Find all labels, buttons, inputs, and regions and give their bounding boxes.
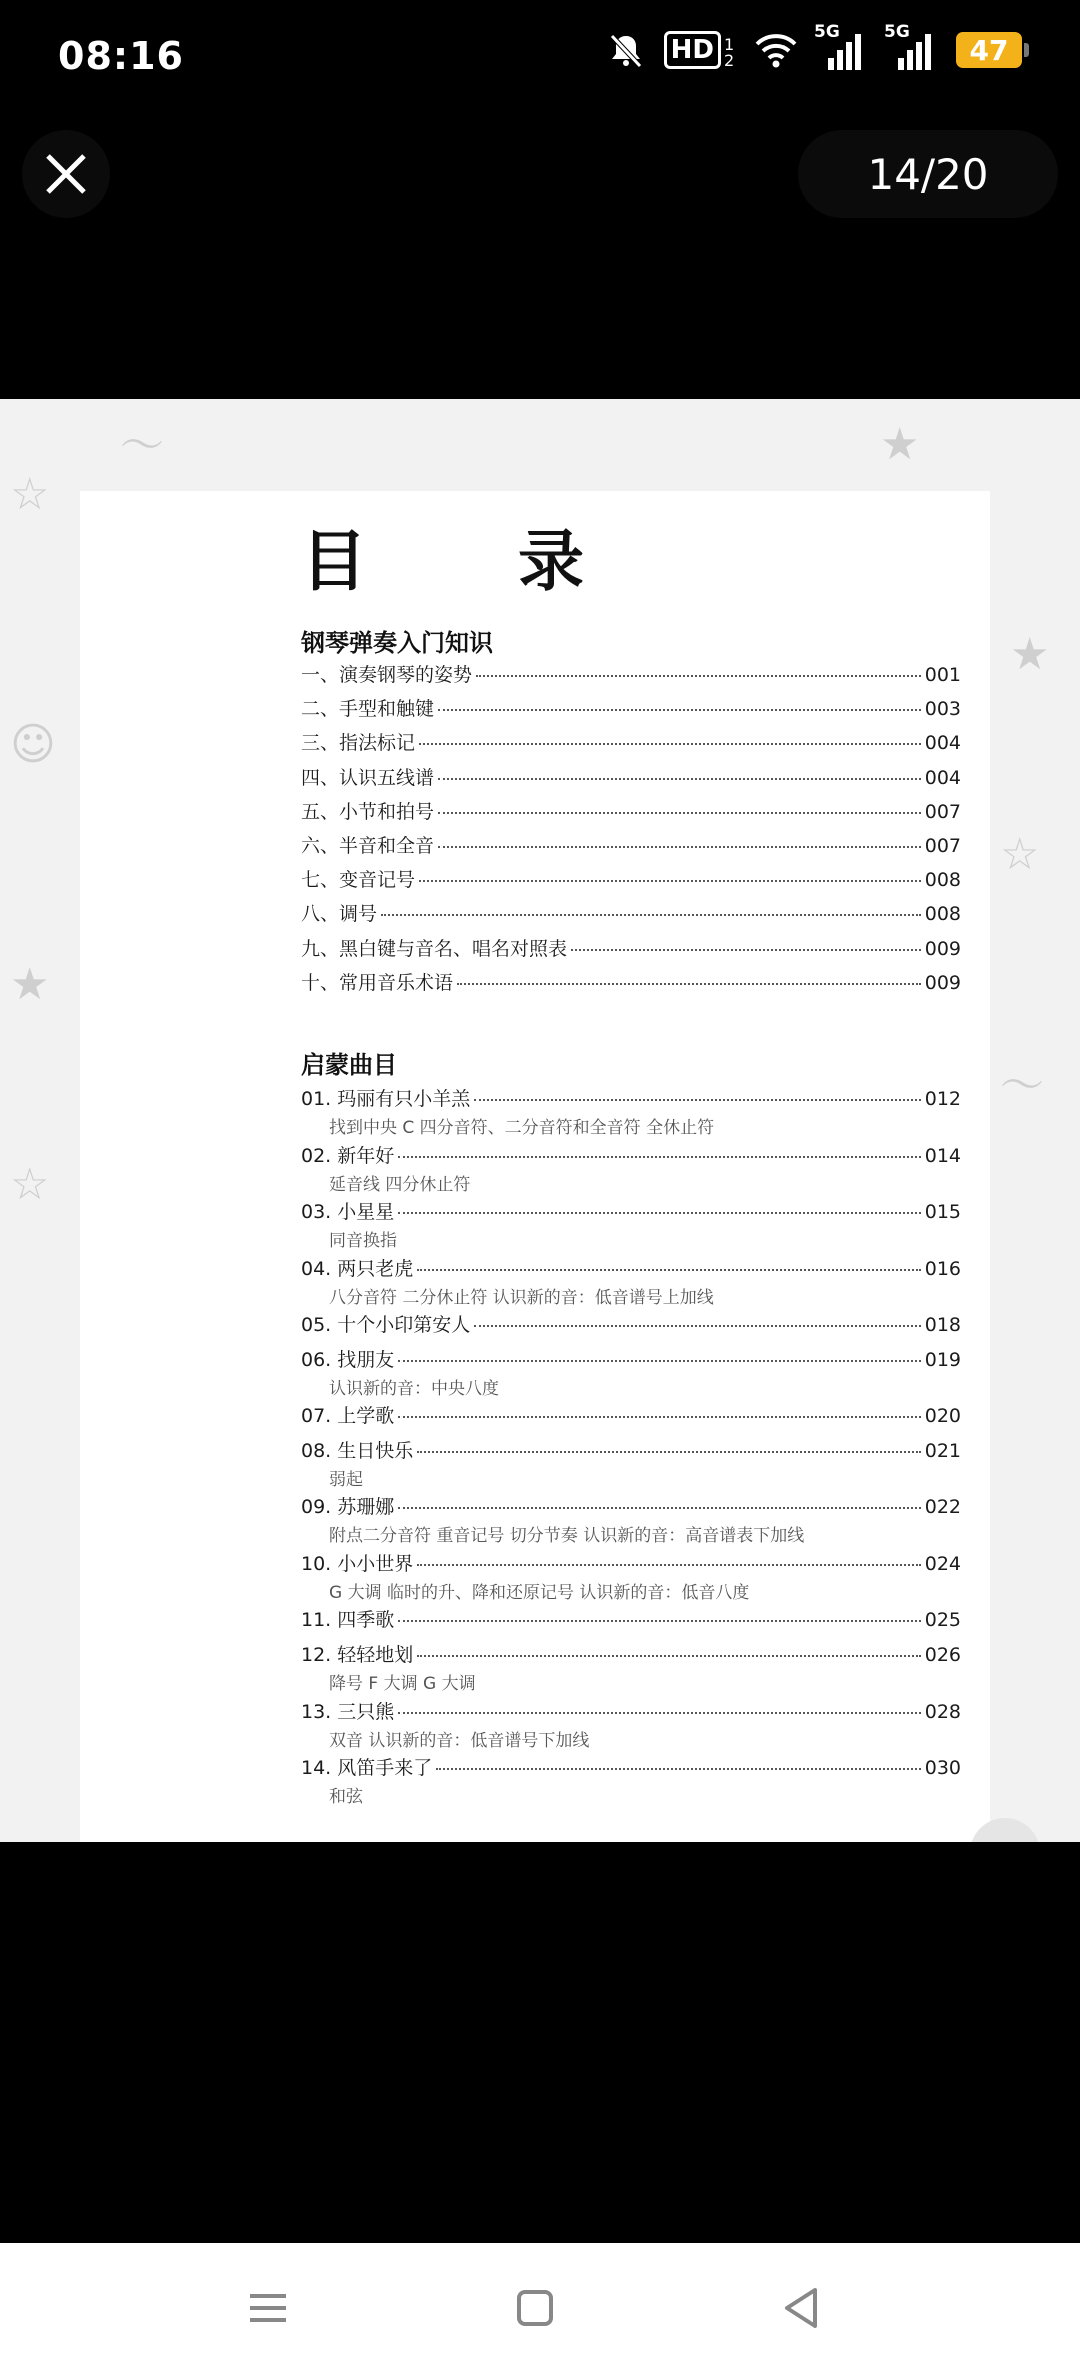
toc-entry-title: 01. 玛丽有只小羊羔: [301, 1088, 471, 1110]
dot-leader: [398, 1507, 920, 1509]
home-button[interactable]: [500, 2273, 570, 2343]
toc-entry: [301, 1401, 961, 1431]
toc-entry-page: 016: [924, 1257, 961, 1280]
star-decoration-icon: ☆: [10, 1159, 50, 1210]
toc-entry-page: 008: [924, 903, 961, 926]
dot-leader: [419, 880, 921, 882]
toc-entry-page: 004: [924, 766, 961, 789]
close-icon: [44, 152, 88, 196]
star-decoration-icon: ☆: [1000, 829, 1040, 880]
toc-entry-page: 004: [924, 732, 961, 755]
toc-entry-subtitle: 同音换指: [329, 1231, 397, 1251]
dot-leader: [474, 1099, 920, 1101]
toc-entry-page: 024: [924, 1552, 961, 1575]
back-icon: [781, 2286, 821, 2330]
toc-entry-page: 015: [924, 1201, 961, 1223]
toc-entry-page: 003: [924, 698, 961, 721]
dot-leader: [417, 1655, 920, 1657]
toc-entry-page: 018: [924, 1314, 961, 1336]
toc-entry-page: 026: [924, 1644, 961, 1667]
toc-entry: [301, 660, 961, 690]
hd-label: HD: [664, 31, 721, 69]
toc-entry-title: 八、调号: [301, 903, 378, 926]
home-icon: [515, 2288, 555, 2328]
wifi-icon: [754, 31, 798, 69]
toc-entry-page: 009: [924, 937, 961, 960]
toc-entry: [301, 1084, 961, 1114]
toc-entry-page: 028: [924, 1700, 961, 1723]
mute-bell-icon: [606, 30, 646, 70]
dot-leader: [438, 778, 921, 780]
dot-leader: [398, 1156, 920, 1158]
dot-leader: [457, 983, 921, 985]
toc-entry: [301, 763, 961, 793]
toc-entry: [301, 1254, 961, 1284]
toc-entry: [301, 899, 961, 929]
toc-entry-subtitle: 双音 认识新的音：低音谱号下加线: [329, 1730, 590, 1751]
dot-leader: [419, 743, 921, 745]
toc-entry-title: 十、常用音乐术语: [301, 971, 454, 994]
status-time: 08:16: [58, 34, 184, 78]
toc-entry-title: 14. 风笛手来了: [301, 1757, 433, 1780]
toc-entry: [301, 1640, 961, 1670]
toc-entry-page: 014: [924, 1144, 961, 1167]
toc-entry-subtitle: G 大调 临时的升、降和还原记号 认识新的音：低音八度: [329, 1582, 750, 1603]
toc-entry-page: 021: [924, 1439, 961, 1462]
toc-entry: [301, 797, 961, 827]
toc-entry: [301, 1605, 961, 1635]
toc-entry-title: 04. 两只老虎: [301, 1257, 414, 1280]
hd-sub-label: 1 2: [724, 35, 735, 70]
toc-entry: [301, 1345, 961, 1375]
toc-entry: [301, 1549, 961, 1579]
toc-entry: [301, 831, 961, 861]
dot-leader: [398, 1712, 920, 1714]
toc-entry: [301, 1310, 961, 1340]
toc-entry-subtitle: 附点二分音符 重音记号 切分节奏 认识新的音：高音谱表下加线: [329, 1526, 805, 1547]
close-button[interactable]: [22, 130, 110, 218]
toc-entry-title: 三、指法标记: [301, 732, 416, 755]
toc-entry-subtitle: 认识新的音：中央八度: [329, 1378, 499, 1399]
dot-leader: [398, 1212, 920, 1214]
toc-entry-title: 08. 生日快乐: [301, 1439, 414, 1462]
signal-5g-2-label: 5G: [884, 22, 910, 42]
toc-entry: [301, 968, 961, 998]
toc-entry-title: 二、手型和触键: [301, 698, 435, 721]
toc-entry-page: 012: [924, 1088, 961, 1110]
toc-title: 目 录: [301, 523, 648, 600]
dot-leader: [417, 1269, 920, 1271]
star-decoration-icon: ★: [1010, 629, 1050, 680]
toc-entry-page: 019: [924, 1348, 961, 1371]
signal-5g-2: [884, 22, 938, 70]
toc-entry-page: 001: [924, 664, 961, 686]
status-icons: [606, 22, 1022, 70]
swirl-decoration-icon: 〜: [1000, 1060, 1044, 1111]
recent-apps-button[interactable]: [233, 2273, 303, 2343]
toc-entry-title: 11. 四季歌: [301, 1609, 395, 1632]
toc-entry-title: 06. 找朋友: [301, 1348, 395, 1371]
toc-entry-title: 六、半音和全音: [301, 835, 435, 857]
dot-leader: [417, 1564, 920, 1566]
swirl-decoration-icon: 〜: [120, 420, 164, 471]
star-decoration-icon: ☆: [10, 469, 50, 520]
status-bar: [0, 0, 1080, 120]
toc-entry-page: 007: [924, 800, 961, 823]
star-decoration-icon: ★: [10, 959, 50, 1010]
toc-entry-title: 九、黑白键与音名、唱名对照表: [301, 937, 568, 960]
toc-entry-page: 020: [924, 1405, 961, 1428]
toc-entry-title: 五、小节和拍号: [301, 800, 435, 823]
toc-entry-subtitle: 弱起: [329, 1469, 363, 1490]
dot-leader: [476, 675, 921, 677]
toc-entry-page: 025: [924, 1609, 961, 1632]
toc-entry-subtitle: 找到中央 C 四分音符、二分音符和全音符 全休止符: [329, 1118, 715, 1138]
dot-leader: [398, 1620, 920, 1622]
smiley-decoration-icon: ☺: [10, 719, 56, 770]
toc-entry-title: 03. 小星星: [301, 1201, 395, 1223]
hd-indicator: [664, 31, 736, 69]
toc-entry-title: 13. 三只熊: [301, 1700, 395, 1723]
dot-leader: [381, 914, 921, 916]
dot-leader: [571, 949, 921, 951]
toc-entry: [301, 1436, 961, 1466]
toc-entry: [301, 728, 961, 758]
navigation-bar: [0, 2243, 1080, 2376]
toc-entry-title: 一、演奏钢琴的姿势: [301, 664, 473, 686]
toc-entry-title: 05. 十个小印第安人: [301, 1314, 471, 1336]
dot-leader: [438, 709, 921, 711]
toc-entry-page: 007: [924, 835, 961, 857]
section-heading-pieces: 启蒙曲目: [301, 1051, 397, 1079]
toc-entry-subtitle: 延音线 四分休止符: [329, 1174, 471, 1195]
page-indicator: 14/20: [798, 130, 1058, 218]
back-button[interactable]: [766, 2273, 836, 2343]
toc-entry-title: 02. 新年好: [301, 1144, 395, 1167]
toc-entry-title: 四、认识五线谱: [301, 766, 435, 789]
toc-entry: [301, 1141, 961, 1171]
toc-entry-subtitle: 降号 F 大调 G 大调: [329, 1674, 476, 1695]
dot-leader: [398, 1360, 920, 1362]
battery-indicator: 47: [956, 32, 1022, 68]
menu-icon: [248, 2288, 288, 2328]
dot-leader: [474, 1325, 920, 1327]
toc-entry-page: 008: [924, 869, 961, 892]
toc-entry-subtitle: 八分音符 二分休止符 认识新的音：低音谱号上加线: [329, 1287, 714, 1308]
toc-entry: [301, 694, 961, 724]
toc-entry: [301, 1753, 961, 1783]
toc-entry: [301, 865, 961, 895]
dot-leader: [436, 1768, 920, 1770]
star-decoration-icon: ★: [880, 419, 920, 470]
toc-entry-title: 12. 轻轻地划: [301, 1644, 414, 1667]
signal-5g-1-label: 5G: [814, 22, 840, 42]
dot-leader: [417, 1451, 920, 1453]
toc-entry: [301, 1492, 961, 1522]
toc-entry-page: 022: [924, 1496, 961, 1519]
toc-entry: [301, 1697, 961, 1727]
signal-5g-1: [814, 22, 868, 70]
toc-entry-title: 10. 小小世界: [301, 1552, 414, 1575]
toc-entry-page: 030: [924, 1757, 961, 1780]
dot-leader: [438, 812, 921, 814]
toc-entry: [301, 934, 961, 964]
toc-entry-subtitle: 和弦: [329, 1787, 363, 1808]
toc-entry-page: 009: [924, 971, 961, 994]
toc-entry-title: 09. 苏珊娜: [301, 1496, 395, 1519]
dot-leader: [438, 846, 921, 848]
toc-entry: [301, 1197, 961, 1227]
toc-entry-title: 07. 上学歌: [301, 1405, 395, 1428]
dot-leader: [398, 1416, 920, 1418]
section-heading-basics: 钢琴弹奏入门知识: [301, 629, 493, 657]
toc-entry-title: 七、变音记号: [301, 869, 416, 892]
